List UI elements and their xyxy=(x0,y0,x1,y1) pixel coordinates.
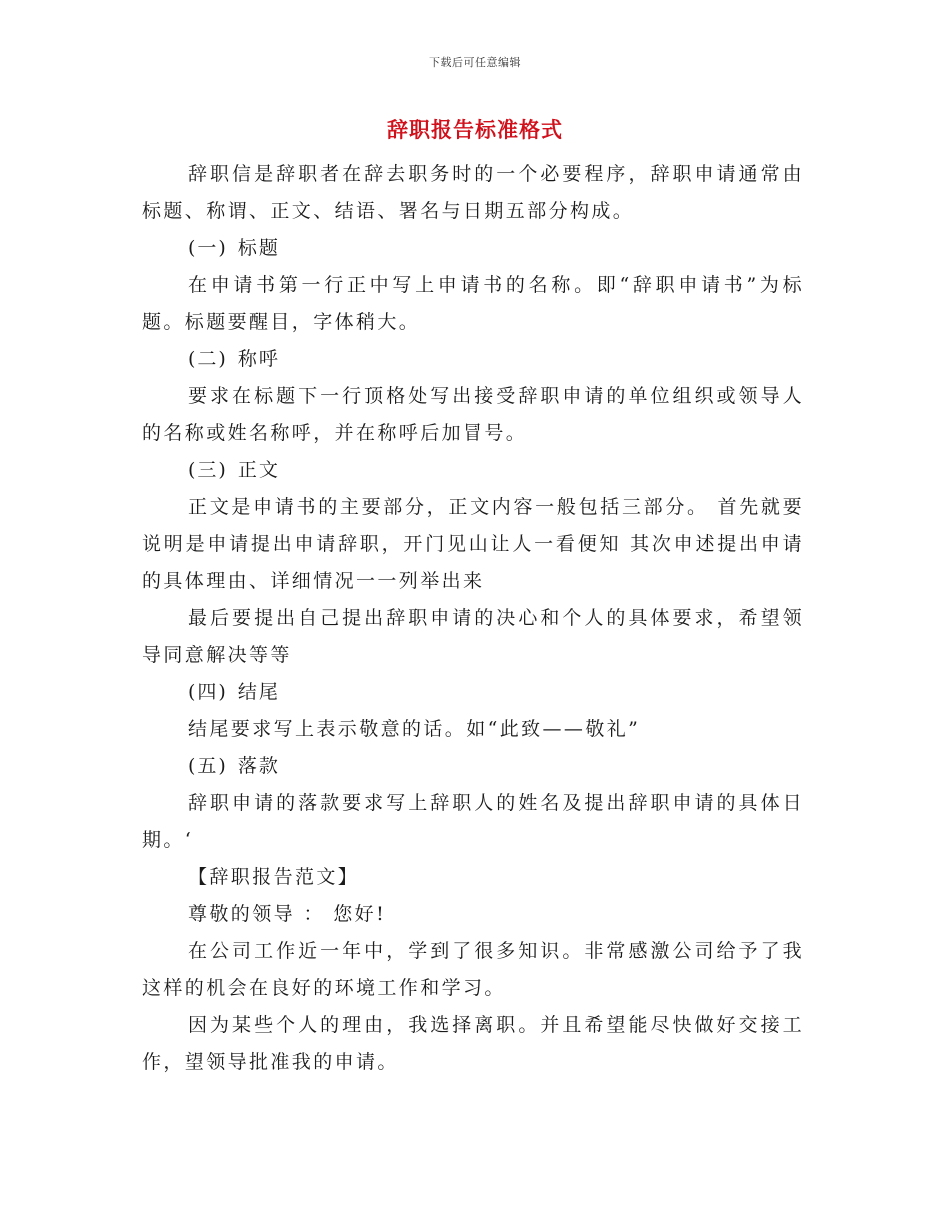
section-number: (三) xyxy=(188,459,228,481)
section-number: (二) xyxy=(188,348,228,370)
paragraph-body-rule: 正文是申请书的主要部分，正文内容一般包括三部分。 首先就要说明是申请提出申请辞职，开门见山让人一看便知 其次申述提出申请的具体理由、详细情况一一列举出来 xyxy=(142,496,804,592)
section-number: (五) xyxy=(188,755,228,777)
paragraph-intro: 辞职信是辞职者在辞去职务时的一个必要程序，辞职申请通常由标题、称谓、正文、结语、署名与日期五部分构成。 xyxy=(142,163,804,222)
document-body xyxy=(142,156,804,1081)
section-heading-label: 称呼 xyxy=(237,348,280,370)
section-heading-ending xyxy=(142,674,804,711)
sample-heading: 【辞职报告范文】 xyxy=(188,866,360,888)
document-title: 辞职报告标准格式 xyxy=(387,118,563,142)
paragraph-salutation-rule: 要求在标题下一行顶格处写出接受辞职申请的单位组织或领导人的名称或姓名称呼，并在称呼后加冒号。 xyxy=(142,385,804,444)
section-heading-label: 结尾 xyxy=(237,681,280,703)
section-heading-label: 标题 xyxy=(237,237,280,259)
paragraph-ending-rule: 结尾要求写上表示敬意的话。如“此致——敬礼” xyxy=(188,718,641,740)
section-heading-salutation xyxy=(142,341,804,378)
sample-paragraph-2: 因为某些个人的理由，我选择离职。并且希望能尽快做好交接工作，望领导批准我的申请。 xyxy=(142,1014,804,1073)
page-header-note: 下载后可任意编辑 xyxy=(429,56,521,69)
section-heading-body xyxy=(142,452,804,489)
section-heading-title xyxy=(142,230,804,267)
paragraph-body-rule-2: 最后要提出自己提出辞职申请的决心和个人的具体要求，希望领导同意解决等等 xyxy=(142,607,804,666)
section-number: (一) xyxy=(188,237,228,259)
paragraph-title-rule: 在申请书第一行正中写上申请书的名称。即“辞职申请书”为标题。标题要醒目，字体稍大。 xyxy=(142,274,804,333)
section-heading-signature xyxy=(142,748,804,785)
sample-salutation: 尊敬的领导 ： 您好! xyxy=(188,903,387,925)
sample-paragraph-1: 在公司工作近一年中，学到了很多知识。非常感激公司给予了我这样的机会在良好的环境工作和学习。 xyxy=(142,940,804,999)
section-heading-label: 正文 xyxy=(237,459,280,481)
section-heading-label: 落款 xyxy=(237,755,280,777)
section-number: (四) xyxy=(188,681,228,703)
paragraph-signature-rule: 辞职申请的落款要求写上辞职人的姓名及提出辞职申请的具体日期。‘ xyxy=(142,792,804,851)
